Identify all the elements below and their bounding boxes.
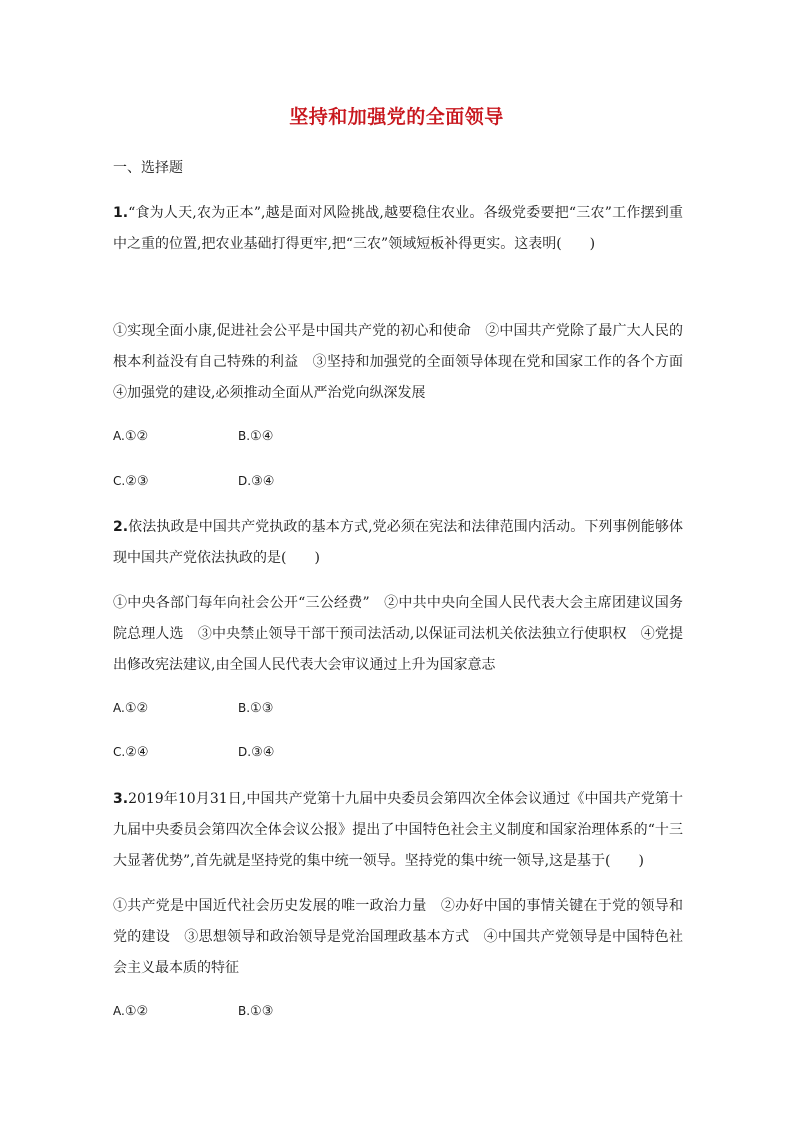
option-c[interactable]: C.②④ [113,745,149,760]
section-heading: 一、选择题 [113,160,183,176]
question-2-statements: ①中央各部门每年向社会公开“三公经费” ②中共中央向全国人民代表大会主席团建议国务院总理人选 ③中央禁止领导干部干预司法活动,以保证司法机关依法独立行使职权 ④党提出修改宪法建议,由全国人民代表大会审议通过上升为国家意志 [113,595,683,673]
question-1-stem [113,198,683,260]
option-c[interactable]: C.②③ [113,474,149,489]
option-b[interactable]: B.①③ [238,1004,274,1019]
option-d[interactable]: D.③④ [238,745,275,760]
question-2-options-row-2 [113,745,513,765]
option-a[interactable]: A.①② [113,701,149,716]
option-d[interactable]: D.③④ [238,474,275,489]
question-1-statements: ①实现全面小康,促进社会公平是中国共产党的初心和使命 ②中国共产党除了最广大人民的根本利益没有自己特殊的利益 ③坚持和加强党的全面领导体现在党和国家工作的各个方面 ④加强党的建设,必须推动全面从严治党向纵深发展 [113,323,697,401]
question-number: 2. [113,519,129,535]
option-a[interactable]: A.①② [113,1004,149,1019]
question-text: “食为人天,农为正本”,越是面对风险挑战,越要稳住农业。各级党委要把“三农”工作摆到重中之重的位置,把农业基础打得更牢,把“三农”领域短板补得更实。这表明( ) [113,205,683,252]
question-number: 3. [113,791,129,807]
question-2-stem [113,512,683,574]
question-1-options-row-1 [113,429,513,449]
question-3-options-row-1 [113,1004,513,1024]
question-2-options-row-1 [113,701,513,721]
option-b[interactable]: B.①③ [238,701,274,716]
document-title: 坚持和加强党的全面领导 [289,106,504,128]
question-3-statements: ①共产党是中国近代社会历史发展的唯一政治力量 ②办好中国的事情关键在于党的领导和党的建设 ③思想领导和政治领导是党治国理政基本方式 ④中国共产党领导是中国特色社会主义最本质的特征 [113,898,683,976]
question-1-options-row-2 [113,474,513,494]
question-number: 1. [113,205,129,221]
option-a[interactable]: A.①② [113,429,149,444]
question-3-stem [113,784,683,877]
question-text: 2019年10月31日,中国共产党第十九届中央委员会第四次全体会议通过《中国共产党第十九届中央委员会第四次全体会议公报》提出了中国特色社会主义制度和国家治理体系的“十三大显著优势”,首先就是坚持党的集中统一领导。坚持党的集中统一领导,这是基于( ) [113,791,683,869]
option-b[interactable]: B.①④ [238,429,274,444]
question-text: 依法执政是中国共产党执政的基本方式,党必须在宪法和法律范围内活动。下列事例能够体现中国共产党依法执政的是( ) [113,519,683,566]
